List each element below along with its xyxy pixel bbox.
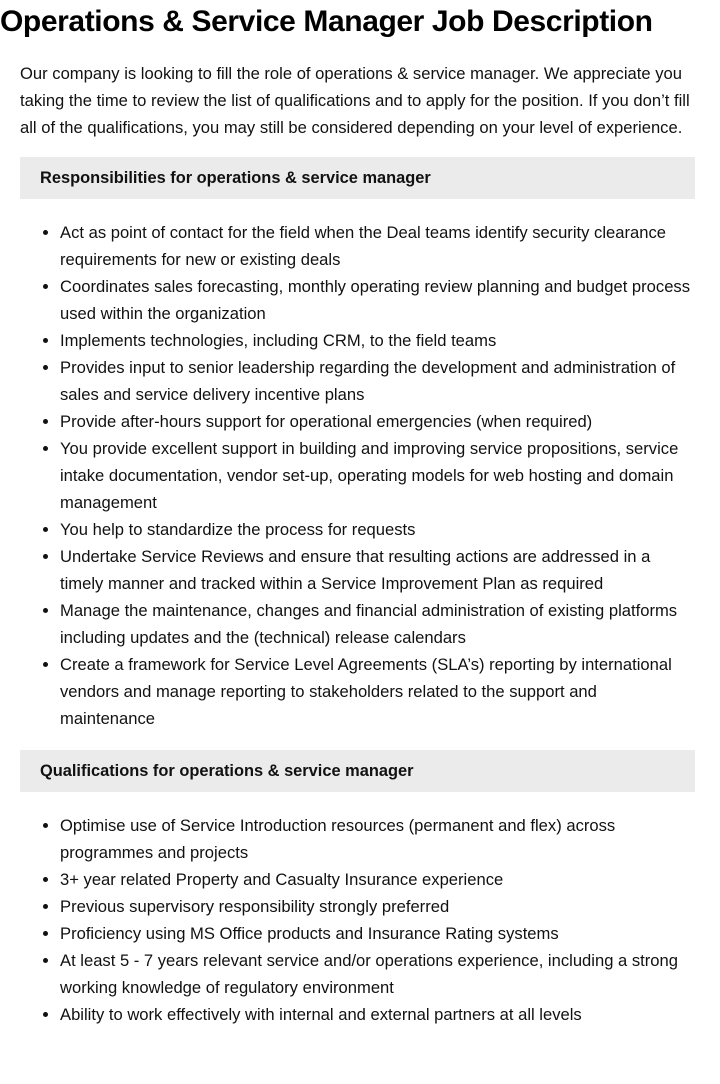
list-item: • Coordinates sales forecasting, monthly operating review planning and budget process used within the organization	[60, 273, 695, 327]
list-item: • At least 5 - 7 years relevant service and/or operations experience, including a strong working knowledge of regulatory environment	[60, 947, 695, 1001]
list-item: • Act as point of contact for the field when the Deal teams identify security clearance requirements for new or existing deals	[60, 219, 695, 273]
list-item: • You help to standardize the process for requests	[60, 516, 695, 543]
list-item: • Proficiency using MS Office products and Insurance Rating systems	[60, 920, 695, 947]
qualifications-heading: Qualifications for operations & service manager	[20, 750, 695, 792]
responsibilities-heading: Responsibilities for operations & service manager	[20, 157, 695, 199]
responsibilities-list	[20, 219, 695, 732]
list-item: • Provides input to senior leadership regarding the development and administration of sales and service delivery incentive plans	[60, 354, 695, 408]
list-item: • Create a framework for Service Level Agreements (SLA’s) reporting by international vendors and manage reporting to stakeholders related to the support and maintenance	[60, 651, 695, 732]
list-item: • Implements technologies, including CRM, to the field teams	[60, 327, 695, 354]
list-item: • Undertake Service Reviews and ensure that resulting actions are addressed in a timely manner and tracked within a Service Improvement Plan as required	[60, 543, 695, 597]
qualifications-list	[20, 812, 695, 1028]
page-title: Operations & Service Manager Job Description	[0, 5, 653, 38]
list-item: • 3+ year related Property and Casualty Insurance experience	[60, 866, 695, 893]
list-item: • Optimise use of Service Introduction resources (permanent and flex) across programmes and projects	[60, 812, 695, 866]
list-item: • Provide after-hours support for operational emergencies (when required)	[60, 408, 695, 435]
intro-paragraph: Our company is looking to fill the role of operations & service manager. We appreciate you taking the time to review the list of qualifications and to apply for the position. If you don’t fill all of the qualifications, you may still be considered depending on your level of experience.	[20, 64, 690, 137]
list-item: • Manage the maintenance, changes and financial administration of existing platforms including updates and the (technical) release calendars	[60, 597, 695, 651]
list-item: • You provide excellent support in building and improving service propositions, service intake documentation, vendor set-up, operating models for web hosting and domain management	[60, 435, 695, 516]
list-item: • Ability to work effectively with internal and external partners at all levels	[60, 1001, 695, 1028]
list-item: • Previous supervisory responsibility strongly preferred	[60, 893, 695, 920]
